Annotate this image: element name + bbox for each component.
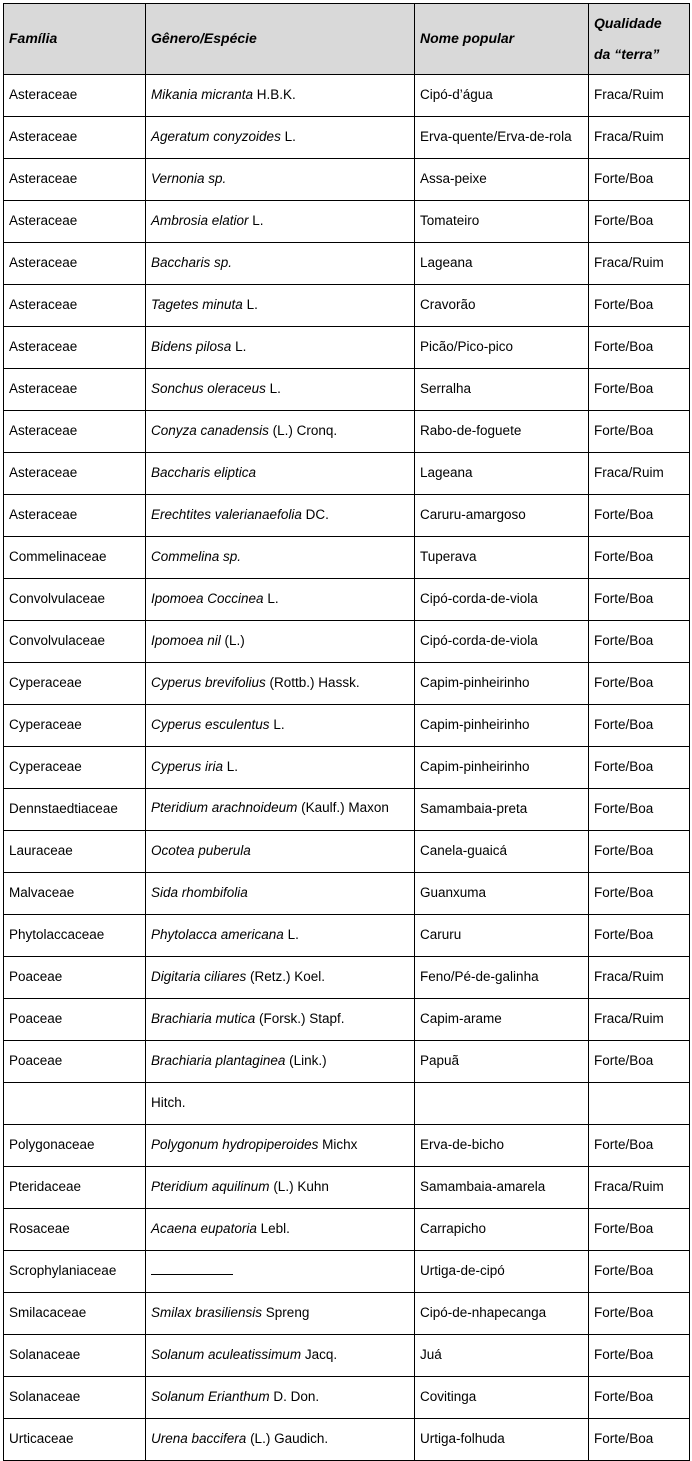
- species-scientific-name: Commelina sp.: [151, 549, 242, 565]
- species-scientific-name: Sida rhombifolia: [151, 885, 248, 901]
- cell-nome-popular: Juá: [415, 1335, 589, 1377]
- table-row: [4, 1167, 690, 1209]
- species-scientific-name: Baccharis sp.: [151, 255, 233, 271]
- cell-genero-especie: [146, 369, 415, 411]
- table-row: [4, 327, 690, 369]
- column-header-familia: [4, 4, 146, 75]
- cell-genero-especie: [146, 1167, 415, 1209]
- species-authority: DC.: [301, 507, 329, 523]
- table-row: [4, 957, 690, 999]
- cell-genero-especie: [146, 1419, 415, 1461]
- cell-qualidade-terra: Forte/Boa: [589, 1209, 690, 1251]
- column-header-qualidade-line1: Qualidade: [594, 14, 662, 31]
- cell-nome-popular: Guanxuma: [415, 873, 589, 915]
- table-row: [4, 621, 690, 663]
- cell-genero-especie: [146, 285, 415, 327]
- cell-qualidade-terra: Forte/Boa: [589, 285, 690, 327]
- species-authority: (L.): [220, 633, 245, 649]
- cell-qualidade-terra: Forte/Boa: [589, 201, 690, 243]
- column-header-genero-especie-label: Gênero/Espécie: [151, 30, 257, 47]
- cell-genero-especie: [146, 1293, 415, 1335]
- table-row: [4, 201, 690, 243]
- table-row: [4, 1083, 690, 1125]
- species-authority: Hitch.: [151, 1095, 186, 1111]
- cell-genero-especie: [146, 327, 415, 369]
- cell-familia: Lauraceae: [4, 831, 146, 873]
- cell-genero-especie: [146, 1377, 415, 1419]
- cell-qualidade-terra: Forte/Boa: [589, 579, 690, 621]
- species-scientific-name: Solanum Erianthum: [151, 1389, 270, 1405]
- cell-nome-popular: Urtiga-de-cipó: [415, 1251, 589, 1293]
- species-scientific-name: Cyperus iria: [151, 759, 224, 775]
- cell-genero-especie: [146, 1335, 415, 1377]
- cell-qualidade-terra: Forte/Boa: [589, 411, 690, 453]
- cell-qualidade-terra: Forte/Boa: [589, 327, 690, 369]
- cell-nome-popular: Lageana: [415, 243, 589, 285]
- cell-genero-especie: [146, 873, 415, 915]
- column-header-qualidade-line2: da “terra”: [594, 45, 660, 62]
- cell-genero-especie: [146, 831, 415, 873]
- species-scientific-name: Brachiaria mutica: [151, 1011, 256, 1027]
- table-row: [4, 999, 690, 1041]
- cell-nome-popular: Cipó-corda-de-viola: [415, 621, 589, 663]
- species-authority: H.B.K.: [253, 87, 296, 103]
- table-row: [4, 243, 690, 285]
- species-authority: (Link.): [285, 1053, 327, 1069]
- cell-nome-popular: Serralha: [415, 369, 589, 411]
- cell-nome-popular: Capim-pinheirinho: [415, 663, 589, 705]
- cell-familia: Polygonaceae: [4, 1125, 146, 1167]
- table-row: [4, 747, 690, 789]
- cell-familia: Malvaceae: [4, 873, 146, 915]
- species-authority: L.: [223, 759, 239, 775]
- cell-genero-especie: [146, 1083, 415, 1125]
- table-row: [4, 495, 690, 537]
- table-row: [4, 663, 690, 705]
- cell-genero-especie: [146, 453, 415, 495]
- cell-nome-popular: Samambaia-preta: [415, 789, 589, 831]
- table-row: [4, 159, 690, 201]
- species-authority: (L.) Cronq.: [268, 423, 338, 439]
- cell-qualidade-terra: [589, 1083, 690, 1125]
- cell-genero-especie: [146, 117, 415, 159]
- cell-familia: Solanaceae: [4, 1377, 146, 1419]
- cell-familia: Asteraceae: [4, 453, 146, 495]
- table-row: [4, 1125, 690, 1167]
- cell-familia: Poaceae: [4, 1041, 146, 1083]
- cell-familia: Rosaceae: [4, 1209, 146, 1251]
- cell-nome-popular: Cipó-corda-de-viola: [415, 579, 589, 621]
- species-scientific-name: Digitaria ciliares: [151, 969, 247, 985]
- table-row: [4, 1041, 690, 1083]
- cell-nome-popular: Caruru: [415, 915, 589, 957]
- species-scientific-name: Ipomoea Coccinea: [151, 591, 264, 607]
- cell-qualidade-terra: Fraca/Ruim: [589, 75, 690, 117]
- cell-nome-popular: Cipó-de-nhapecanga: [415, 1293, 589, 1335]
- cell-genero-especie: [146, 243, 415, 285]
- species-table: [3, 3, 690, 1461]
- cell-qualidade-terra: Forte/Boa: [589, 789, 690, 831]
- table-row: [4, 873, 690, 915]
- cell-qualidade-terra: Forte/Boa: [589, 1041, 690, 1083]
- cell-nome-popular: Canela-guaicá: [415, 831, 589, 873]
- table-row: [4, 579, 690, 621]
- cell-familia: Asteraceae: [4, 159, 146, 201]
- column-header-nome-popular: [415, 4, 589, 75]
- species-scientific-name: Erechtites valerianaefolia: [151, 507, 302, 523]
- cell-familia: Cyperaceae: [4, 705, 146, 747]
- species-scientific-name: Smilax brasiliensis: [151, 1305, 263, 1321]
- cell-genero-especie: [146, 537, 415, 579]
- cell-nome-popular: Samambaia-amarela: [415, 1167, 589, 1209]
- cell-nome-popular: Cravorão: [415, 285, 589, 327]
- cell-qualidade-terra: Forte/Boa: [589, 621, 690, 663]
- cell-qualidade-terra: Fraca/Ruim: [589, 957, 690, 999]
- table-row: [4, 285, 690, 327]
- cell-familia: Asteraceae: [4, 369, 146, 411]
- species-scientific-name: Tagetes minuta: [151, 297, 243, 313]
- cell-genero-especie: [146, 747, 415, 789]
- cell-familia: Asteraceae: [4, 243, 146, 285]
- cell-nome-popular: Capim-pinheirinho: [415, 747, 589, 789]
- cell-qualidade-terra: Forte/Boa: [589, 705, 690, 747]
- cell-nome-popular: Caruru-amargoso: [415, 495, 589, 537]
- cell-familia: Asteraceae: [4, 285, 146, 327]
- cell-qualidade-terra: Fraca/Ruim: [589, 1167, 690, 1209]
- cell-nome-popular: Lageana: [415, 453, 589, 495]
- cell-familia: Asteraceae: [4, 117, 146, 159]
- species-scientific-name: Solanum aculeatissimum: [151, 1347, 302, 1363]
- cell-qualidade-terra: Forte/Boa: [589, 495, 690, 537]
- cell-nome-popular: Erva-de-bicho: [415, 1125, 589, 1167]
- species-scientific-name: Cyperus esculentus: [151, 717, 270, 733]
- cell-nome-popular: Tuperava: [415, 537, 589, 579]
- species-scientific-name: Mikania micranta: [151, 87, 254, 103]
- cell-familia: Asteraceae: [4, 201, 146, 243]
- species-authority: L.: [280, 129, 296, 145]
- cell-nome-popular: Erva-quente/Erva-de-rola: [415, 117, 589, 159]
- species-scientific-name: Pteridium aquilinum: [151, 1179, 270, 1195]
- table-row: [4, 915, 690, 957]
- species-scientific-name: Ambrosia elatior: [151, 213, 249, 229]
- species-authority: (Rottb.) Hassk.: [265, 675, 360, 691]
- cell-genero-especie: [146, 579, 415, 621]
- species-authority: Lebl.: [256, 1221, 290, 1237]
- species-authority: (Retz.) Koel.: [246, 969, 326, 985]
- species-authority: (Forsk.) Stapf.: [255, 1011, 345, 1027]
- cell-qualidade-terra: Forte/Boa: [589, 537, 690, 579]
- cell-familia: Pteridaceae: [4, 1167, 146, 1209]
- column-header-familia-label: Família: [9, 30, 58, 47]
- cell-genero-especie: [146, 789, 415, 831]
- species-scientific-name: Baccharis eliptica: [151, 465, 257, 481]
- cell-qualidade-terra: Fraca/Ruim: [589, 453, 690, 495]
- species-authority: D. Don.: [269, 1389, 320, 1405]
- cell-familia: Cyperaceae: [4, 747, 146, 789]
- cell-genero-especie: [146, 201, 415, 243]
- species-authority: Michx: [318, 1137, 358, 1153]
- cell-familia: [4, 1083, 146, 1125]
- species-authority: (L.) Gaudich.: [246, 1431, 329, 1447]
- cell-familia: Phytolaccaceae: [4, 915, 146, 957]
- table-row: [4, 117, 690, 159]
- cell-qualidade-terra: Forte/Boa: [589, 1251, 690, 1293]
- species-scientific-name: Vernonia sp.: [151, 171, 227, 187]
- table-row: [4, 789, 690, 831]
- cell-qualidade-terra: Fraca/Ruim: [589, 243, 690, 285]
- cell-familia: Cyperaceae: [4, 663, 146, 705]
- blank-species-rule: [151, 1263, 233, 1275]
- cell-genero-especie: [146, 999, 415, 1041]
- cell-genero-especie: [146, 159, 415, 201]
- cell-qualidade-terra: Forte/Boa: [589, 873, 690, 915]
- cell-qualidade-terra: Fraca/Ruim: [589, 999, 690, 1041]
- table-row: [4, 537, 690, 579]
- cell-qualidade-terra: Fraca/Ruim: [589, 117, 690, 159]
- column-header-genero-especie: [146, 4, 415, 75]
- cell-nome-popular: Tomateiro: [415, 201, 589, 243]
- species-authority: (L.) Kuhn: [269, 1179, 329, 1195]
- header-row: [4, 4, 690, 75]
- cell-qualidade-terra: Forte/Boa: [589, 1377, 690, 1419]
- species-authority: L.: [231, 339, 247, 355]
- cell-nome-popular: Carrapicho: [415, 1209, 589, 1251]
- cell-qualidade-terra: Forte/Boa: [589, 369, 690, 411]
- cell-qualidade-terra: Forte/Boa: [589, 747, 690, 789]
- cell-qualidade-terra: Forte/Boa: [589, 663, 690, 705]
- species-scientific-name: Urena baccifera: [151, 1431, 247, 1447]
- cell-nome-popular: Rabo-de-foguete: [415, 411, 589, 453]
- cell-genero-especie: [146, 75, 415, 117]
- cell-familia: Convolvulaceae: [4, 621, 146, 663]
- cell-familia: Asteraceae: [4, 75, 146, 117]
- table-row: [4, 1335, 690, 1377]
- cell-qualidade-terra: Forte/Boa: [589, 831, 690, 873]
- cell-genero-especie: [146, 957, 415, 999]
- species-authority: L.: [263, 591, 279, 607]
- cell-nome-popular: Urtiga-folhuda: [415, 1419, 589, 1461]
- species-scientific-name: Ipomoea nil: [151, 633, 221, 649]
- cell-genero-especie: [146, 1041, 415, 1083]
- cell-familia: Poaceae: [4, 957, 146, 999]
- species-authority: L.: [269, 717, 285, 733]
- column-header-nome-popular-label: Nome popular: [420, 30, 515, 47]
- table-header: [4, 4, 690, 75]
- cell-genero-especie: [146, 705, 415, 747]
- cell-genero-especie: [146, 621, 415, 663]
- cell-genero-especie: [146, 663, 415, 705]
- table-row: [4, 1251, 690, 1293]
- cell-nome-popular: Covitinga: [415, 1377, 589, 1419]
- cell-familia: Dennstaedtiaceae: [4, 789, 146, 831]
- cell-nome-popular: Cipó-d’água: [415, 75, 589, 117]
- cell-nome-popular: Capim-pinheirinho: [415, 705, 589, 747]
- cell-familia: Poaceae: [4, 999, 146, 1041]
- cell-familia: Solanaceae: [4, 1335, 146, 1377]
- cell-familia: Asteraceae: [4, 411, 146, 453]
- table-row: [4, 1419, 690, 1461]
- table-row: [4, 75, 690, 117]
- species-authority: L.: [242, 297, 258, 313]
- species-authority: Spreng: [262, 1305, 310, 1321]
- species-scientific-name: Ageratum conyzoides: [151, 129, 281, 145]
- cell-genero-especie: [146, 411, 415, 453]
- table-row: [4, 831, 690, 873]
- cell-nome-popular: Picão/Pico-pico: [415, 327, 589, 369]
- cell-genero-especie: [146, 1125, 415, 1167]
- species-scientific-name: Ocotea puberula: [151, 843, 251, 859]
- cell-qualidade-terra: Forte/Boa: [589, 1125, 690, 1167]
- cell-genero-especie: [146, 495, 415, 537]
- cell-qualidade-terra: Forte/Boa: [589, 915, 690, 957]
- table-row: [4, 1209, 690, 1251]
- cell-nome-popular: [415, 1083, 589, 1125]
- cell-genero-especie: [146, 1209, 415, 1251]
- species-scientific-name: Phytolacca americana: [151, 927, 284, 943]
- table-row: [4, 1377, 690, 1419]
- species-authority: Jacq.: [301, 1347, 338, 1363]
- table-row: [4, 453, 690, 495]
- cell-qualidade-terra: Forte/Boa: [589, 159, 690, 201]
- table-body: [4, 75, 690, 1461]
- table-row: [4, 1293, 690, 1335]
- species-scientific-name: Bidens pilosa: [151, 339, 232, 355]
- cell-nome-popular: Capim-arame: [415, 999, 589, 1041]
- cell-nome-popular: Feno/Pé-de-galinha: [415, 957, 589, 999]
- cell-qualidade-terra: Forte/Boa: [589, 1419, 690, 1461]
- species-authority: L.: [248, 213, 264, 229]
- species-authority: (Kaulf.) Maxon: [297, 800, 389, 816]
- cell-familia: Asteraceae: [4, 327, 146, 369]
- species-scientific-name: Cyperus brevifolius: [151, 675, 266, 691]
- table-row: [4, 411, 690, 453]
- cell-nome-popular: Assa-peixe: [415, 159, 589, 201]
- species-scientific-name: Conyza canadensis: [151, 423, 269, 439]
- table-row: [4, 369, 690, 411]
- species-scientific-name: Pteridium arachnoideum: [151, 800, 298, 816]
- cell-genero-especie: [146, 915, 415, 957]
- species-authority: L.: [265, 381, 281, 397]
- cell-qualidade-terra: Forte/Boa: [589, 1335, 690, 1377]
- column-header-qualidade-terra: [589, 4, 690, 75]
- species-scientific-name: Brachiaria plantaginea: [151, 1053, 286, 1069]
- species-scientific-name: Polygonum hydropiperoides: [151, 1137, 319, 1153]
- species-scientific-name: Sonchus oleraceus: [151, 381, 266, 397]
- table-row: [4, 705, 690, 747]
- cell-familia: Asteraceae: [4, 495, 146, 537]
- species-authority: L.: [283, 927, 299, 943]
- cell-nome-popular: Papuã: [415, 1041, 589, 1083]
- species-scientific-name: Acaena eupatoria: [151, 1221, 257, 1237]
- cell-familia: Smilacaceae: [4, 1293, 146, 1335]
- cell-genero-especie: [146, 1251, 415, 1293]
- cell-familia: Convolvulaceae: [4, 579, 146, 621]
- cell-familia: Commelinaceae: [4, 537, 146, 579]
- cell-familia: Scrophylaniaceae: [4, 1251, 146, 1293]
- cell-familia: Urticaceae: [4, 1419, 146, 1461]
- cell-qualidade-terra: Forte/Boa: [589, 1293, 690, 1335]
